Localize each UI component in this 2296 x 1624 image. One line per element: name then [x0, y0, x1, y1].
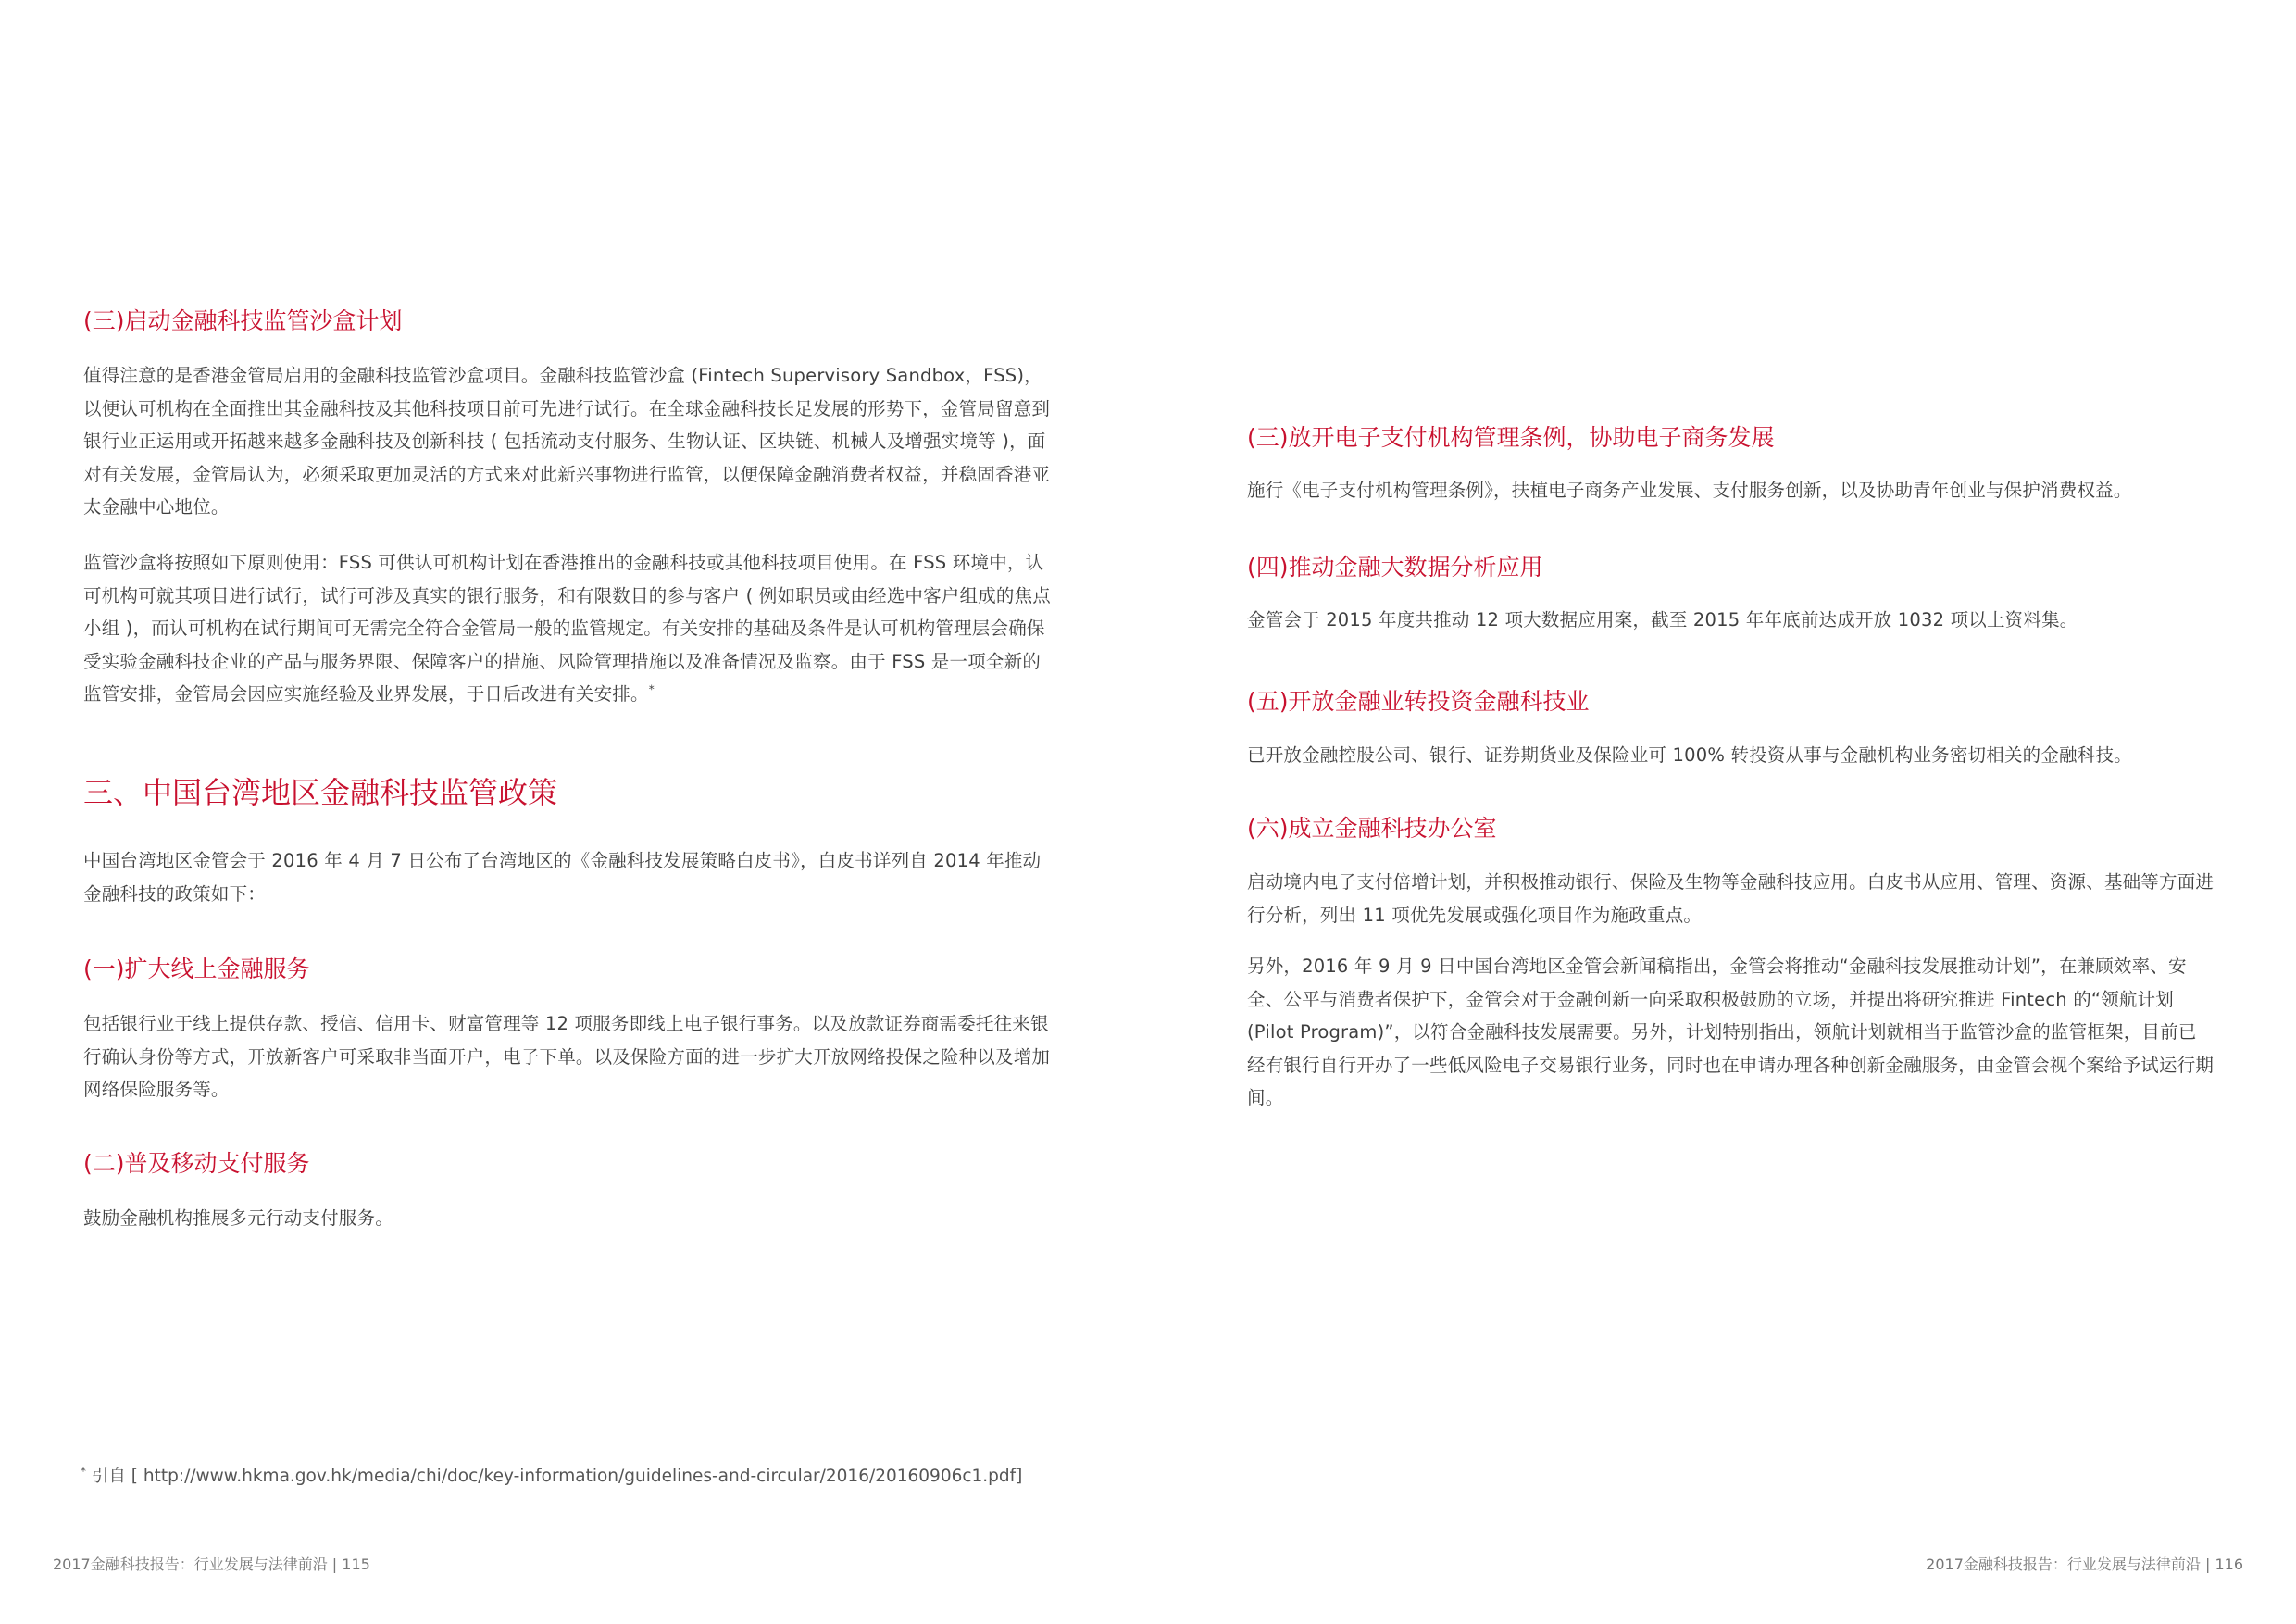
paragraph-online-services: 包括银行业于线上提供存款、授信、信用卡、财富管理等 12 项服务即线上电子银行事务。以及放款证券商需委托往来银行确认身份等方式，开放新客户可采取非当面开户，电子下单。以及保险方面的进一步扩大开放网络投保之险种以及增加网络保险服务等。 [83, 1013, 1051, 1100]
section-heading-sandbox: (三)启动金融科技监管沙盒计划 [83, 307, 403, 334]
footnote [81, 1463, 1022, 1487]
section-heading-e-payment: (三)放开电子支付机构管理条例，协助电子商务发展 [1247, 424, 1775, 451]
paragraph-sandbox-principles [83, 546, 1051, 711]
paragraph-sandbox-principles-text: 监管沙盒将按照如下原则使用：FSS 可供认可机构计划在香港推出的金融科技或其他科技项目使用。在 FSS 环境中，认可机构可就其项目进行试行，试行可涉及真实的银行服务，和有限数目的参与客户 ( 例如职员或由经选中客户组成的焦点小组 )，而认可机构在试行期间可无需完全符合金管局一般的监管规定。有关安排的基础及条件是认可机构管理层会确保受实验金融科技企业的产品与服务界限、保障客户的措施、风险管理措施以及准备情况及监察。由于 FSS 是一项全新的监管安排，金管局会因应实施经验及业界发展，于日后改进有关安排。 [83, 552, 1052, 705]
paragraph-fintech-office-1: 启动境内电子支付倍增计划，并积极推动银行、保险及生物等金融科技应用。白皮书从应用、管理、资源、基础等方面进行分析，列出 11 项优先发展或强化项目作为施政重点。 [1247, 871, 2215, 926]
footnote-mark: * [81, 1464, 86, 1478]
section-heading-online-services: (一)扩大线上金融服务 [83, 956, 310, 982]
page-footer-right: 2017金融科技报告：行业发展与法律前沿 | 116 [1926, 1555, 2243, 1573]
section-heading-reinvestment: (五)开放金融业转投资金融科技业 [1247, 688, 1590, 715]
section-heading-mobile-payment: (二)普及移动支付服务 [83, 1150, 310, 1177]
paragraph-mobile-payment: 鼓励金融机构推展多元行动支付服务。 [83, 1207, 393, 1229]
section-heading-fintech-office: (六)成立金融科技办公室 [1247, 815, 1497, 842]
paragraph-reinvestment: 已开放金融控股公司、银行、证券期货业及保险业可 100% 转投资从事与金融机构业务密切相关的金融科技。 [1247, 744, 2132, 766]
footnote-text: 引自 [ http://www.hkma.gov.hk/media/chi/doc/key-information/guidelines-and-circular/2016/20160906c1.pdf] [91, 1467, 1023, 1486]
paragraph-e-payment: 施行《电子支付机构管理条例》，扶植电子商务产业发展、支付服务创新，以及协助青年创业与保护消费权益。 [1247, 480, 2132, 501]
footnote-reference-mark: * [648, 682, 655, 696]
paragraph-sandbox-intro: 值得注意的是香港金管局启用的金融科技监管沙盒项目。金融科技监管沙盒 (Fintech Supervisory Sandbox，FSS)，以便认可机构在全面推出其金融科技及其他科技项目前可先进行试行。在全球金融科技长足发展的形势下，金管局留意到银行业正运用或开拓越来越多金融科技及创新科技 ( 包括流动支付服务、生物认证、区块链、机械人及增强实境等 )，面对有关发展，金管局认为，必须采取更加灵活的方式来对此新兴事物进行监管，以便保障金融消费者权益，并稳固香港亚太金融中心地位。 [83, 365, 1051, 518]
chapter-heading-taiwan: 三、中国台湾地区金融科技监管政策 [83, 775, 558, 810]
paragraph-fintech-office-2: 另外，2016 年 9 月 9 日中国台湾地区金管会新闻稿指出，金管会将推动“金融科技发展推动计划”，在兼顾效率、安全、公平与消费者保护下，金管会对于金融创新一向采取积极鼓励的立场，并提出将研究推进 Fintech 的“领航计划 (Pilot Program)”，以符合金融科技发展需要。另外，计划特别指出，领航计划就相当于监管沙盒的监管框架，目前已经有银行自行开办了一些低风险电子交易银行业务，同时也在申请办理各种创新金融服务，由金管会视个案给予试运行期间。 [1247, 956, 2215, 1108]
page-footer-left: 2017金融科技报告：行业发展与法律前沿 | 115 [53, 1555, 370, 1573]
paragraph-big-data: 金管会于 2015 年度共推动 12 项大数据应用案，截至 2015 年年底前达成开放 1032 项以上资料集。 [1247, 609, 2078, 631]
paragraph-taiwan-intro: 中国台湾地区金管会于 2016 年 4 月 7 日公布了台湾地区的《金融科技发展策略白皮书》，白皮书详列自 2014 年推动金融科技的政策如下： [83, 850, 1042, 905]
section-heading-big-data: (四)推动金融大数据分析应用 [1247, 554, 1543, 581]
